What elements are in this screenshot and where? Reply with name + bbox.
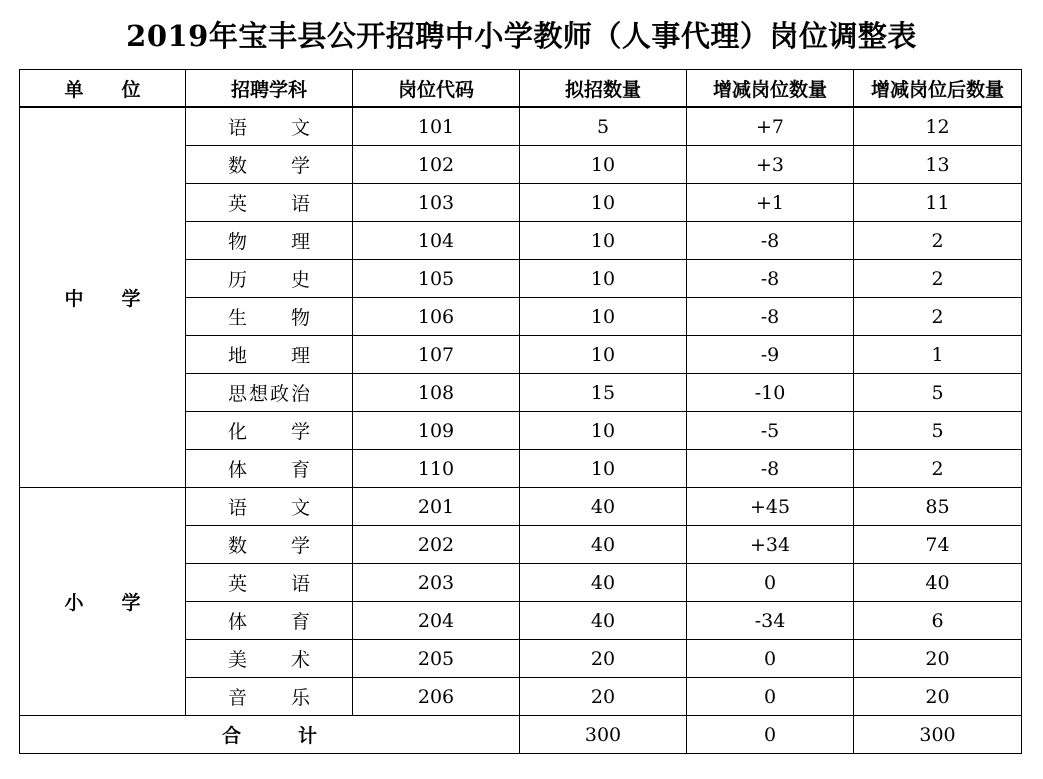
planned-cell: 10: [520, 450, 687, 488]
subject-cell: [186, 260, 353, 298]
planned-cell: 15: [520, 374, 687, 412]
header-code: 岗位代码: [353, 70, 520, 108]
planned-cell: 10: [520, 222, 687, 260]
subject-cell: [186, 184, 353, 222]
after-cell: 5: [854, 374, 1022, 412]
change-cell: +34: [687, 526, 854, 564]
subject-cell: [186, 107, 353, 146]
code-cell: 106: [353, 298, 520, 336]
total-planned: 300: [520, 716, 687, 754]
subject-cell: [186, 488, 353, 526]
subject-label: 体 育: [228, 611, 310, 633]
after-cell: 2: [854, 222, 1022, 260]
change-cell: 0: [687, 564, 854, 602]
code-cell: 102: [353, 146, 520, 184]
planned-cell: 20: [520, 678, 687, 716]
header-subject: 招聘学科: [186, 70, 353, 108]
after-cell: 20: [854, 640, 1022, 678]
after-cell: 5: [854, 412, 1022, 450]
change-cell: -34: [687, 602, 854, 640]
after-cell: 2: [854, 298, 1022, 336]
change-cell: +45: [687, 488, 854, 526]
subject-label: 英 语: [228, 573, 310, 595]
planned-cell: 40: [520, 488, 687, 526]
total-change: 0: [687, 716, 854, 754]
code-cell: 101: [353, 107, 520, 146]
change-cell: -10: [687, 374, 854, 412]
table-body: [20, 107, 1022, 716]
header-planned: 拟招数量: [520, 70, 687, 108]
change-cell: +1: [687, 184, 854, 222]
planned-cell: 10: [520, 184, 687, 222]
code-cell: 107: [353, 336, 520, 374]
code-cell: 103: [353, 184, 520, 222]
planned-cell: 10: [520, 336, 687, 374]
change-cell: -5: [687, 412, 854, 450]
change-cell: -8: [687, 450, 854, 488]
after-cell: 20: [854, 678, 1022, 716]
table-row: [20, 488, 1022, 526]
change-cell: -8: [687, 222, 854, 260]
planned-cell: 40: [520, 602, 687, 640]
planned-cell: 10: [520, 260, 687, 298]
planned-cell: 40: [520, 564, 687, 602]
code-cell: 201: [353, 488, 520, 526]
change-cell: -8: [687, 260, 854, 298]
change-cell: -9: [687, 336, 854, 374]
table-row: [20, 107, 1022, 146]
planned-cell: 40: [520, 526, 687, 564]
subject-cell: [186, 412, 353, 450]
after-cell: 2: [854, 260, 1022, 298]
subject-cell: [186, 450, 353, 488]
planned-cell: 10: [520, 298, 687, 336]
code-cell: 104: [353, 222, 520, 260]
total-after: 300: [854, 716, 1022, 754]
subject-cell: [186, 602, 353, 640]
total-label: 合 计: [20, 716, 520, 754]
subject-cell: [186, 222, 353, 260]
adjustment-table: [19, 69, 1022, 754]
after-cell: 2: [854, 450, 1022, 488]
unit-cell: 中 学: [20, 107, 186, 488]
after-cell: 74: [854, 526, 1022, 564]
subject-cell: [186, 298, 353, 336]
subject-cell: [186, 336, 353, 374]
planned-cell: 10: [520, 146, 687, 184]
change-cell: +7: [687, 107, 854, 146]
after-cell: 12: [854, 107, 1022, 146]
subject-label: 思想政治: [228, 383, 310, 405]
code-cell: 206: [353, 678, 520, 716]
subject-cell: [186, 526, 353, 564]
code-cell: 204: [353, 602, 520, 640]
after-cell: 1: [854, 336, 1022, 374]
subject-label: 美 术: [228, 649, 310, 671]
subject-cell: [186, 564, 353, 602]
header-row: [20, 70, 1022, 108]
code-cell: 202: [353, 526, 520, 564]
unit-cell: 小 学: [20, 488, 186, 716]
total-row: [20, 716, 1022, 754]
change-cell: +3: [687, 146, 854, 184]
after-cell: 85: [854, 488, 1022, 526]
subject-label: 物 理: [228, 231, 310, 253]
code-cell: 109: [353, 412, 520, 450]
subject-cell: [186, 640, 353, 678]
header-change: 增减岗位数量: [687, 70, 854, 108]
page-title: 2019年宝丰县公开招聘中小学教师（人事代理）岗位调整表: [126, 19, 917, 53]
subject-label: 生 物: [228, 307, 310, 329]
after-cell: 11: [854, 184, 1022, 222]
change-cell: 0: [687, 678, 854, 716]
subject-label: 化 学: [228, 421, 310, 443]
subject-label: 数 学: [228, 535, 310, 557]
after-cell: 13: [854, 146, 1022, 184]
subject-label: 历 史: [228, 269, 310, 291]
code-cell: 205: [353, 640, 520, 678]
code-cell: 105: [353, 260, 520, 298]
after-cell: 6: [854, 602, 1022, 640]
subject-cell: [186, 374, 353, 412]
subject-label: 英 语: [228, 193, 310, 215]
subject-label: 数 学: [228, 155, 310, 177]
code-cell: 203: [353, 564, 520, 602]
subject-label: 地 理: [228, 345, 310, 367]
change-cell: -8: [687, 298, 854, 336]
planned-cell: 5: [520, 107, 687, 146]
code-cell: 108: [353, 374, 520, 412]
change-cell: 0: [687, 640, 854, 678]
subject-label: 体 育: [228, 459, 310, 481]
planned-cell: 10: [520, 412, 687, 450]
planned-cell: 20: [520, 640, 687, 678]
subject-cell: [186, 146, 353, 184]
header-unit: 单 位: [20, 70, 186, 108]
subject-cell: [186, 678, 353, 716]
after-cell: 40: [854, 564, 1022, 602]
subject-label: 音 乐: [228, 687, 310, 709]
code-cell: 110: [353, 450, 520, 488]
subject-label: 语 文: [228, 497, 310, 519]
header-after: 增减岗位后数量: [854, 70, 1022, 108]
subject-label: 语 文: [228, 117, 310, 139]
